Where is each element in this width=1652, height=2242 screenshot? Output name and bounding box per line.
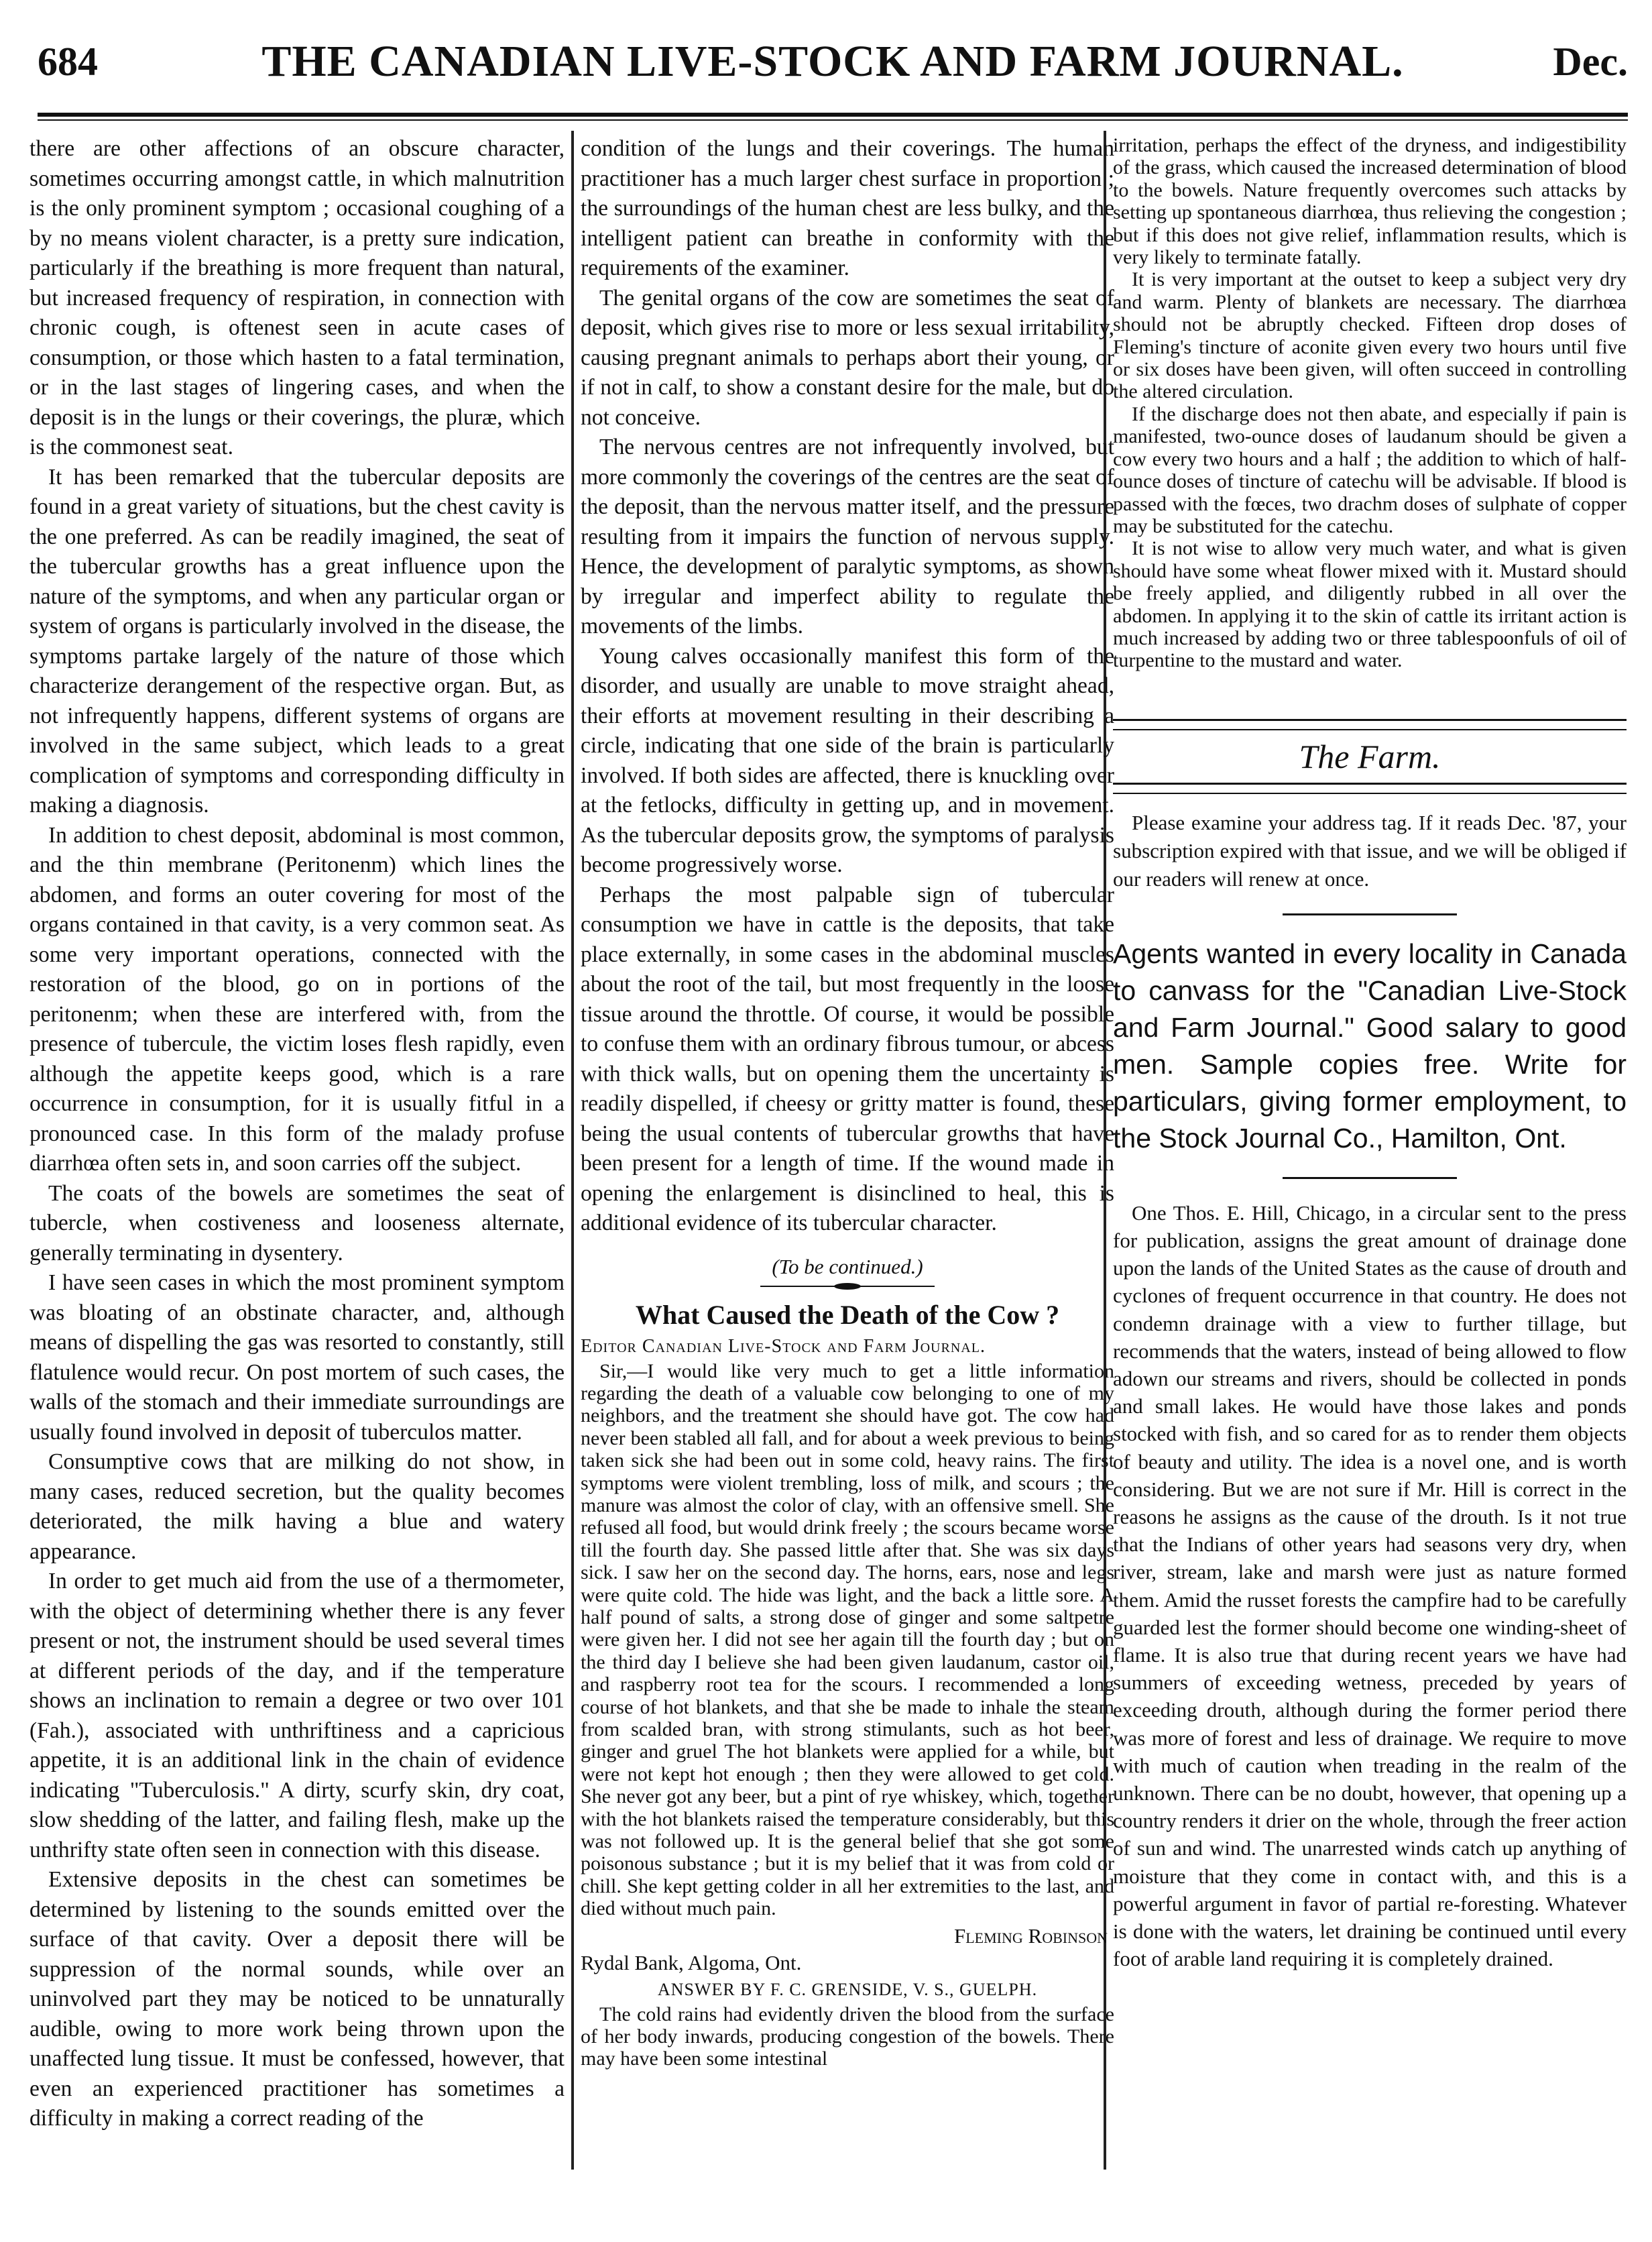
agents-wanted-advert: Agents wanted in every locality in Canada to canvass for the "Canadian Live-Stock and Farm Journal." Good salary to good men. Sample copies free. Write for particulars, giving former employment, to the Stock Journal Co., Hamilton, Ont. — [1113, 938, 1627, 1154]
article-paragraph: The genital organs of the cow are sometimes the seat of deposit, which gives rise to more or less sexual irritability, causing pregnant animals to perhaps abort their young, or if not in calf, to show a constant desire for the male, but do not conceive. — [581, 285, 1114, 430]
article-paragraph: The nervous centres are not infrequently involved, but more commonly the coverings of the centres are the seat of the deposit, than the nervous matter itself, and the pressure resulting from it impairs the function of nervous supply. Hence, the development of paralytic symptoms, as shown by irregular and imperfect ability to regulate the movements of the limbs. — [581, 435, 1114, 638]
spacer — [1113, 672, 1627, 719]
letter-salutation: Editor Canadian Live-Stock and Farm Journal. — [581, 1335, 986, 1357]
answer-paragraph: irritation, perhaps the effect of the dryness, and indigestibility of the grass, which caused the increased determination of blood to the bowels. Nature frequently overcomes such attacks by setting up spontaneous diarrhœa, thus relieving the congestion ; but if this does not give relief, inflammation results, which is very likely to terminate fatally. — [1113, 134, 1627, 269]
header-rule-thin — [38, 119, 1628, 121]
column-left — [30, 134, 565, 2160]
continued-note: (To be continued.) — [772, 1254, 923, 1278]
page-number: 684 — [38, 40, 98, 84]
divider-rule — [1283, 1177, 1457, 1179]
column-right — [1113, 134, 1627, 2160]
answer-paragraph: The cold rains had evidently driven the blood from the surface of her body inwards, producing congestion of the bowels. There may have been some intestinal — [581, 2003, 1114, 2070]
issue-month: Dec. — [1553, 40, 1628, 84]
letter-headline: What Caused the Death of the Cow ? — [635, 1299, 1060, 1330]
article-paragraph: condition of the lungs and their coverings. The human practitioner has a much larger chest surface in proportion ; the surroundings of the human chest are less bulky, and the intelligent patient can breathe in conformity with the requirements of the examiner. — [581, 136, 1114, 280]
article-paragraph: Extensive deposits in the chest can sometimes be determined by listening to the sounds emitted over the surface of that cavity. Over a deposit there will be suppression of the normal sounds, while over an uninvolved part they may be noticed to be unnaturally audible, owing to more work being thrown upon the unaffected lung tissue. It must be confessed, however, that even an experienced practitioner has sometimes a difficulty in making a correct reading of the — [30, 1867, 565, 2131]
article-paragraph: Consumptive cows that are milking do not show, in many cases, reduced secretion, but the quality becomes deteriorated, the milk having a blue and watery appearance. — [30, 1449, 565, 1564]
article-paragraph: I have seen cases in which the most prominent symptom was bloating of an obstinate character, and, although means of dispelling the gas was resorted to constantly, still flatulence would recur. On post mortem of such cases, the walls of the stomach and their immediate surroundings are usually found involved in deposit of tuberculos matter. — [30, 1270, 565, 1445]
answer-paragraph: If the discharge does not then abate, and especially if pain is manifested, two-ounce doses of laudanum should be given a cow every two hours and a half ; the addition to which of half-ounce doses of tincture of catechu will be advisable. If blood is passed with the fœces, two drachm doses of sulphate of copper may be substituted for the catechu. — [1113, 402, 1627, 537]
article-paragraph: there are other affections of an obscure character, sometimes occurring amongst cattle, in which malnutrition is the only prominent symptom ; occasional coughing of a by no means violent character, is a pretty sure indication, particularly if the breathing is more frequent than natural, but increased frequency of respiration, in connection with chronic cough, is oftenest seen in acute cases of consumption, or those which hasten to a fatal termination, or in the last stages of lingering cases, and when the deposit is in the lungs or their coverings, the pluræ, which is the commonest seat. — [30, 136, 565, 459]
header-rule-thick — [38, 113, 1628, 117]
subscription-notice: Please examine your address tag. If it reads Dec. '87, your subscription expired with that issue, and we will be obliged if our readers will renew at once. — [1113, 810, 1627, 891]
letter-signature: Fleming Robinson — [954, 1923, 1108, 1948]
section-rule-bottom — [1113, 783, 1627, 794]
letter-body: Sir,—I would like very much to get a little information regarding the death of a valuable cow belonging to one of my neighbors, and the treatment she should have got. The cow had never been stabled all fall, and for about a week previous to being taken sick she had been out in some cold, heavy rains. The first symptoms were violent trembling, loss of milk, and scours ; the manure was almost the color of clay, with an offensive smell. She refused all food, but would drink freely ; the scours became worse till the fourth day. She passed little after that. She was six days sick. I saw her on the second day. The horns, ears, nose and legs were quite cold. The hide was light, and the back a little sore. A half pound of salts, a strong dose of ginger and some saltpetre were given her. I did not see her again till the fourth day ; but on the third day I believe she had been given laudanum, castor oil, and raspberry root tea for the scours. I recommended a long course of hot blankets, and that she be made to inhale the steam from scalded bran, with strong stimulants, such as hot beer, ginger and gruel The hot blankets were applied for a while, but were not kept hot enough ; then they were allowed to get cold. She never got any beer, but a pint of rye whiskey, which, together with the hot blankets raised the temperature considerably, but this was not followed up. It is the general belief that she got some poisonous substance ; but it is my belief that it was from cold or chill. She kept getting colder in all her extremities to the last, and died without much pain. — [581, 1359, 1114, 1920]
article-paragraph: Young calves occasionally manifest this form of the disorder, and usually are unable to move straight ahead, their efforts at movement resulting in their describing a circle, indicating that one side of the brain is particularly involved. If both sides are affected, there is knuckling over at the fetlocks, difficulty in getting up, and in movement. As the tubercular deposits grow, the symptoms of paralysis become progressively worse. — [581, 643, 1114, 877]
answer-heading: ANSWER BY F. C. GRENSIDE, V. S., GUELPH. — [657, 1979, 1038, 1999]
ornament-divider — [760, 1283, 935, 1290]
letter-place: Rydal Bank, Algoma, Ont. — [581, 1950, 802, 1974]
article-paragraph: In addition to chest deposit, abdominal is most common, and the thin membrane (Peritonenm) which lines the abdomen, and forms an outer covering for most of the organs contained in that cavity, is a very common seat. As some very important operations, connected with the restoration of the blood, go on in portions of the peritonenm; when these are interfered with, from the presence of tubercule, the victim loses flesh rapidly, even although the appetite keeps good, which is a rare occurrence in consumption, for it is usually fitful in a pronounced case. In this form of the malady profuse diarrhœa often sets in, and soon carries off the subject. — [30, 822, 565, 1176]
divider-rule — [1283, 913, 1457, 915]
article-paragraph: The coats of the bowels are sometimes the seat of tubercle, when costiveness and looseness alternate, generally terminating in dysentery. — [30, 1180, 565, 1266]
page-header — [38, 34, 1628, 107]
article-paragraph: It has been remarked that the tubercular deposits are found in a great variety of situations, but the chest cavity is the one preferred. As can be readily imagined, the seat of the tubercular growths has a great influence upon the nature of the symptoms, and when any particular organ or system of organs is particularly involved in the disease, the symptoms partake largely of the nature of those which characterize derangement of the respective organ. But, as not infrequently happens, different systems of organs are involved in the same subject, which leads to a great complication of symptoms and corresponding difficulty in making a diagnosis. — [30, 464, 565, 818]
journal-title: THE CANADIAN LIVE-STOCK AND FARM JOURNAL. — [261, 37, 1404, 86]
column-divider-left — [571, 131, 574, 2170]
section-title: The Farm. — [1299, 737, 1441, 775]
column-middle — [581, 134, 1114, 2160]
article-paragraph: In order to get much aid from the use of a thermometer, with the object of determining whether there is any fever present or not, the instrument should be used several times at different periods of the day, and if the temperature shows an inclination to remain a degree or two over 101 (Fah.), associated with unthriftiness and a capricious appetite, it is an additional link in the chain of evidence indicating "Tuberculosis." A dirty, scurfy skin, dry coat, slow shedding of the latter, and failing flesh, make up the unthrifty state often seen in connection with this disease. — [30, 1569, 565, 1862]
section-rule-top — [1113, 719, 1627, 730]
answer-paragraph: It is very important at the outset to keep a subject very dry and warm. Plenty of blankets are necessary. The diarrhœa should not be abruptly checked. Fifteen drop doses of Fleming's tincture of aconite given every two hours until five or six doses have been given, will often succeed in controlling the altered circulation. — [1113, 268, 1627, 403]
spacer — [1113, 794, 1627, 809]
farm-article: One Thos. E. Hill, Chicago, in a circular sent to the press for publication, assigns the great amount of drainage done upon the lands of the United States as the cause of drouth and cyclones of frequent occurrence in that country. He does not condemn drainage with a view to further tillage, but recommends that the waters, instead of being allowed to flow adown our streams and rivers, should be collected in ponds and small lakes. He would have those lakes and ponds stocked with fish, and so cared for as to render them objects of beauty and utility. The idea is a novel one, and is worth considering. But we are not sure if Mr. Hill is correct in the reasons he assigns as the cause of the drouth. Is it not true that the Indians of other years had seasons very dry, when river, stream, lake and marsh were just as nature formed them. Amid the russet forests the campfire had to be carefully guarded lest the former should become one winding-sheet of flame. It is also true that during recent years we have had summers of exceeding wetness, preceded by years of exceeding drouth, although during the former period there was more of forest and less of drainage. We require to move with much of caution when treading in the realm of the unknown. There can be no doubt, however, that opening up a country renders it drier on the whole, through the freer action of sun and wind. The unarrested winds catch up anything of moisture that they come in contact with, and this is a powerful argument in favor of partial re-foresting. Whatever is done with the waters, let draining be continued until every foot of arable land requiring it is completely drained. — [1113, 1200, 1627, 1971]
article-paragraph: Perhaps the most palpable sign of tubercular consumption we have in cattle is the deposits, that take place externally, in some cases in the abdominal muscles about the root of the tail, but most frequently in the loose tissue around the throttle. Of course, it would be possible to confuse them with an ordinary fibrous tumour, or abcess with thick walls, but on opening them the uncertainty is readily dispelled, if cheesy or gritty matter is found, these being the usual contents of tubercular growths that have been present for a length of time. If the wound made in opening the enlargement is disinclined to heal, this is additional evidence of its tubercular character. — [581, 882, 1114, 1235]
answer-paragraph: It is not wise to allow very much water, and what is given should have some wheat flower mixed with it. Mustard should be freely applied, and diligently rubbed in all over the abdomen. In applying it to the skin of cattle its irritant action is much increased by adding two or three tablespoonfuls of oil of turpentine to the mustard and water. — [1113, 537, 1627, 672]
